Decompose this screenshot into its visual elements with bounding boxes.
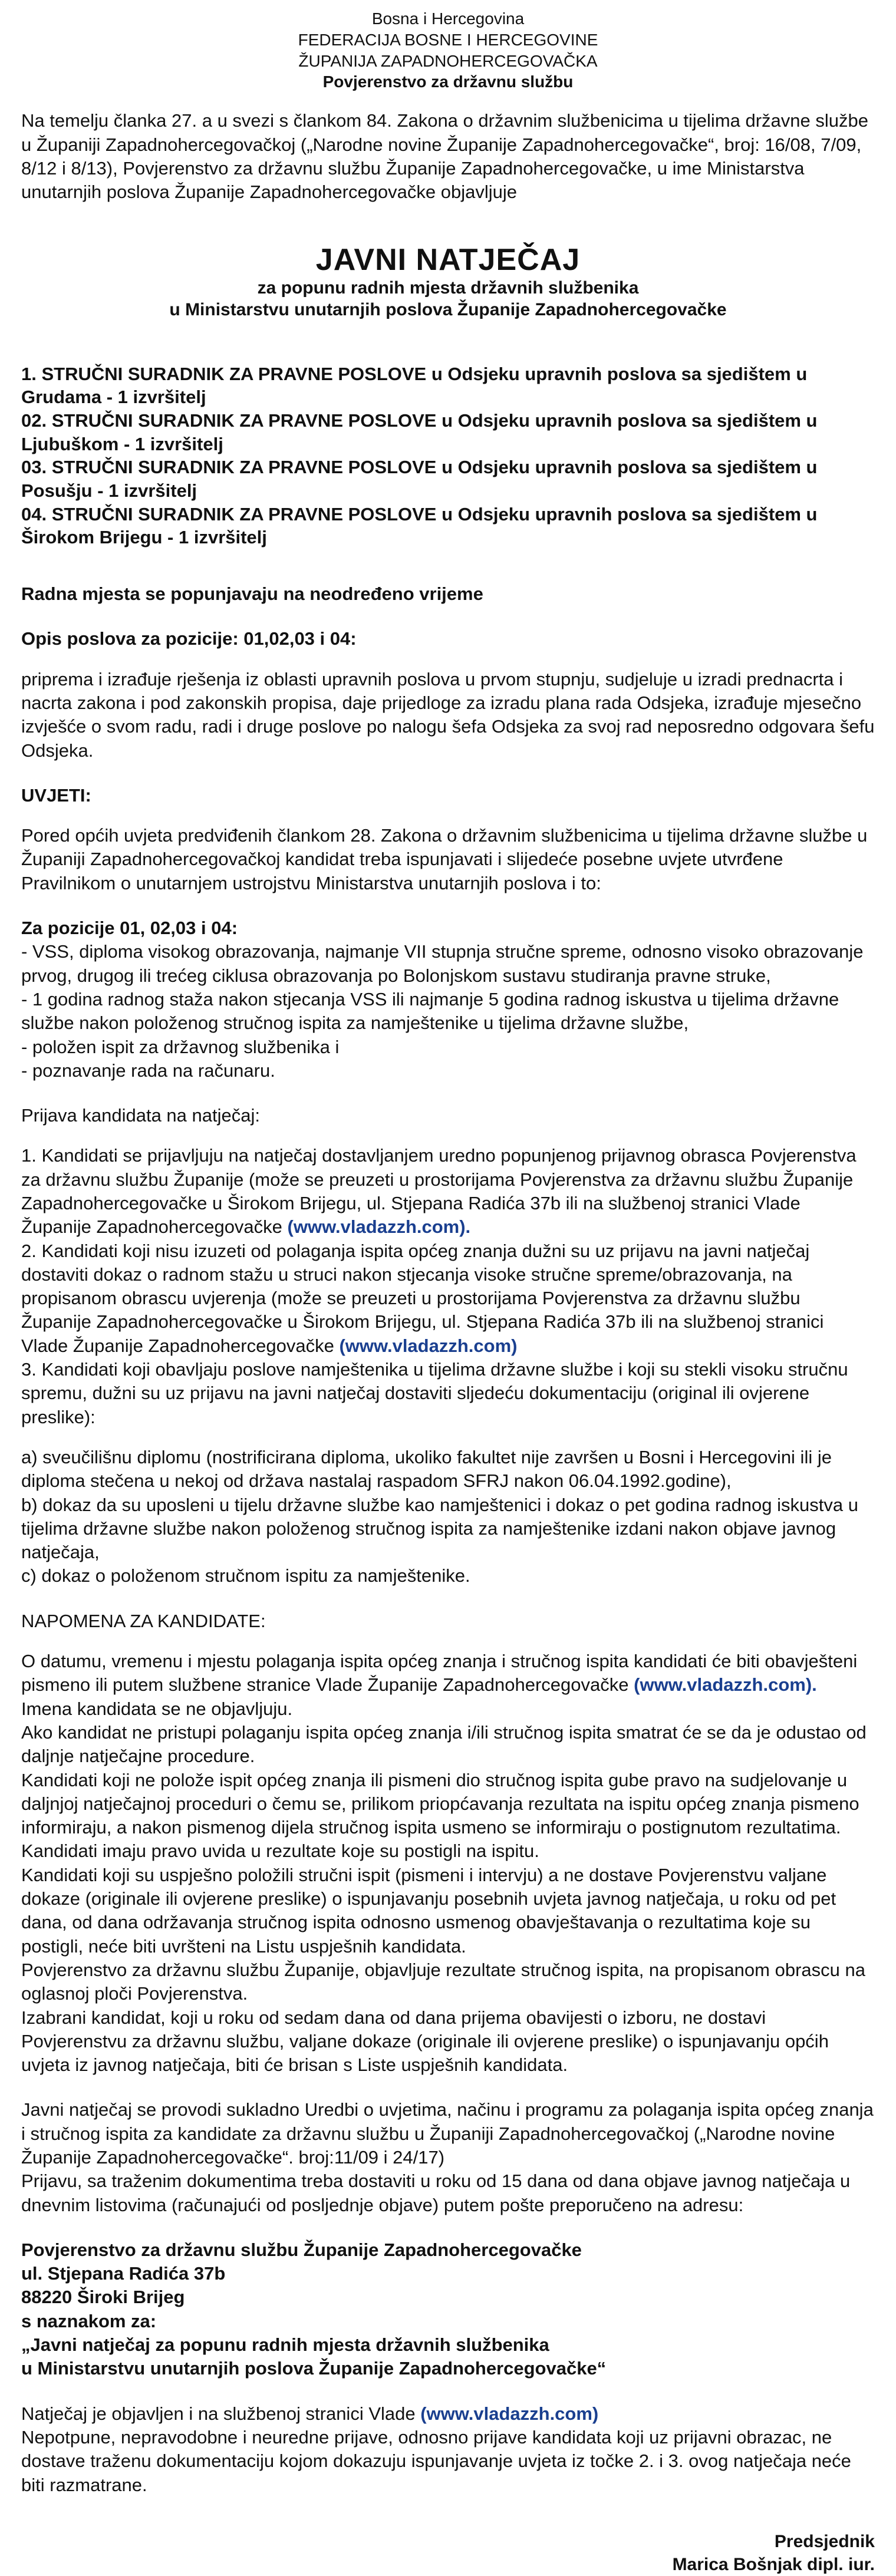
government-website-link[interactable]: (www.vladazzh.com).: [287, 1216, 471, 1238]
note-line: Izabrani kandidat, koji u roku od sedam dana od dana prijema obavijesti o izboru, ne dostavi Povjerenstvu za državnu službu, valjane dokaze (originale ili ovjerene preslike) o ispunjavanju općih uvjeta iz javnog natječaja, biti će brisan s Liste uspješnih kandidata.: [21, 2007, 829, 2076]
required-documents: [21, 1446, 875, 1588]
note-line: Ako kandidat ne pristupi polaganju ispita općeg znanja i/ili stručnog ispita smatrat će se da je odustao od daljnje natječajne procedure.: [21, 1721, 867, 1767]
header-federation: FEDERACIJA BOSNE I HERCEGOVINE: [298, 30, 598, 49]
published-note: [21, 2402, 875, 2426]
title-subtitle-2: u Ministarstvu unutarnjih poslova Županije Zapadnohercegovačke: [169, 300, 727, 320]
note-line: Imena kandidata se ne objavljuju.: [21, 1698, 293, 1719]
title-main: JAVNI NATJEČAJ: [315, 242, 581, 277]
note-exam-info-text: O datumu, vremenu i mjestu polaganja ispita općeg znanja i stručnog ispita kandidati će biti obavješteni pismeno ili putem službene stranice Vlade Županije Zapadnohercegovačke: [21, 1651, 858, 1696]
requirements-heading: Za pozicije 01, 02,03 i 04:: [21, 918, 238, 939]
government-website-link[interactable]: (www.vladazzh.com): [420, 2403, 599, 2424]
job-description-heading: Opis poslova za pozicije: 01,02,03 i 04:: [21, 628, 357, 649]
submission-text: Prijavu, sa traženim dokumentima treba dostaviti u roku od 15 dana od dana objave javnog natječaja u dnevnim listovima (računajući od posljednje objave) putem pošte preporučeno na adresu:: [21, 2171, 851, 2215]
application-steps: [21, 1144, 875, 1429]
conditions-heading: UVJETI:: [21, 784, 91, 806]
header-county: ŽUPANIJA ZAPADNOHERCEGOVAČKA: [298, 51, 598, 70]
job-description: priprema i izrađuje rješenja iz oblasti upravnih poslova u prvom stupnju, sudjeluje u izradi prednacrta i nacrta zakona i pod zakonskih propisa, daje prijedloge za izradu plana rada Odsjeka, izrađuje mjesečno izvješće o svom radu, radi i druge poslove po nalogu šefa Odsjeka za svoj rad neposredno odgovara šefu Odsjeka.: [21, 668, 875, 761]
document-item: c) dokaz o položenom stručnom ispitu za namještenike.: [21, 1565, 470, 1587]
requirements-list: [21, 940, 875, 1083]
candidate-notes: [21, 1650, 875, 2077]
positions-list: [21, 362, 875, 549]
position-item: 02. STRUČNI SURADNIK ZA PRAVNE POSLOVE u Odsjeku upravnih poslova sa sjedištem u Ljubuškom - 1 izvršitelj: [21, 410, 818, 454]
issuer-header: [21, 8, 875, 93]
address-marking-2: u Ministarstvu unutarnjih poslova Županije Zapadnohercegovačke“: [21, 2358, 607, 2379]
conditions-intro: Pored općih uvjeta predviđenih člankom 28. Zakona o državnim službenicima u tijelima državne službe u Županiji Zapadnohercegovačkoj kandidat treba ispunjavati i slijedeće posebne uvjete utvrđene Pravilnikom o unutarnjem ustrojstvu Ministarstva unutarnjih poslova i to:: [21, 825, 868, 893]
application-step-2: [21, 1239, 875, 1358]
government-website-link[interactable]: (www.vladazzh.com).: [634, 1674, 817, 1696]
application-heading: Prijava kandidata na natječaj:: [21, 1105, 260, 1126]
application-step-1-text: 1. Kandidati se prijavljuju na natječaj dostavljanjem uredno popunjenog prijavnog obrasca Povjerenstva za državnu službu Županije (može se preuzeti u prostorijama Povjerenstva za državnu službu Županije Zapadnohercegovačke u Širokom Brijegu, ul. Stjepana Radića 37b ili na službenoj stranici Vlade Županije Zapadnohercegovačke: [21, 1145, 857, 1238]
requirement-item: - VSS, diploma visokog obrazovanja, najmanje VII stupnja stručne spreme, odnosno visoko obrazovanje prvog, drugog ili trećeg ciklusa obrazovanja po Bolonjskom sustavu studiranja pravne struke,: [21, 941, 864, 986]
position-item: 1. STRUČNI SURADNIK ZA PRAVNE POSLOVE u Odsjeku upravnih poslova sa sjedištem u Grudama - 1 izvršitelj: [21, 363, 808, 408]
address-recipient: Povjerenstvo za državnu službu Županije Zapadnohercegovačke: [21, 2239, 582, 2260]
requirement-item: - 1 godina radnog staža nakon stjecanja VSS ili najmanje 5 godina radnog iskustva u tijelima državne službe nakon položenog stručnog ispita za namještenike u tijelima državne službe,: [21, 988, 839, 1034]
position-item: 03. STRUČNI SURADNIK ZA PRAVNE POSLOVE u Odsjeku upravnih poslova sa sjedištem u Posušju - 1 izvršitelj: [21, 457, 818, 502]
government-website-link[interactable]: (www.vladazzh.com): [339, 1335, 518, 1356]
application-step-2-text: 2. Kandidati koji nisu izuzeti od polaganja ispita općeg znanja dužni su uz prijavu na javni natječaj dostaviti dokaz o radnom stažu u struci nakon stjecanja visoke stručne spreme/obrazovanja, na propisanom obrascu uvjerenja (može se preuzeti u prostorijama Povjerenstva za državnu službu Županije Zapadnohercegovačke u Širokom Brijegu, ul. Stjepana Radića 37b ili na službenoj stranici Vlade Županije Zapadnohercegovačke: [21, 1240, 824, 1356]
indefinite-term: Radna mjesta se popunjavaju na neodređeno vrijeme: [21, 583, 483, 605]
header-country: Bosna i Hercegovina: [371, 9, 525, 28]
procedure-block: [21, 2098, 875, 2217]
intro-paragraph: Na temelju članka 27. a u svezi s člankom 84. Zakona o državnim službenicima u tijelima državne službe u Županiji Zapadnohercegovačkoj („Narodne novine Županije Zapadnohercegovačke“, broj: 16/08, 7/09, 8/12 i 8/13), Povjerenstvo za državnu službu Županije Zapadnohercegovačke, u ime Ministarstva unutarnjih poslova Županije Zapadnohercegovačke objavljuje: [21, 110, 869, 203]
address-marking-1: „Javni natječaj za popunu radnih mjesta državnih službenika: [21, 2334, 549, 2356]
application-step-3: 3. Kandidati koji obavljaju poslove namještenika u tijelima državne službe i koji su stekli visoku stručnu spremu, dužni su uz prijavu na javni natječaj dostaviti sljedeću dokumentaciju (original ili ovjerene preslike):: [21, 1359, 848, 1427]
incomplete-applications-note: Nepotpune, nepravodobne i neuredne prijave, odnosno prijave kandidata koji uz prijavni obrazac, ne dostave traženu dokumentaciju kojom dokazuju ispunjavanje uvjeta iz točke 2. i 3. ovog natječaja neće biti razmatrane.: [21, 2426, 851, 2495]
note-line: Povjerenstvo za državnu službu Županije, objavljuje rezultate stručnog ispita, na propisanom obrascu na oglasnoj ploči Povjerenstva.: [21, 1959, 865, 2004]
closing-block: [21, 2402, 875, 2497]
published-text: Natječaj je objavljen i na službenoj stranici Vlade: [21, 2403, 416, 2424]
note-exam-info: [21, 1650, 875, 1697]
header-commission: Povjerenstvo za državnu službu: [322, 72, 574, 91]
signature-title: Predsjednik: [774, 2531, 875, 2551]
title-subtitle-1: za popunu radnih mjesta državnih službenika: [257, 278, 639, 298]
note-line: Kandidati koji su uspješno položili stručni ispit (pismeni i intervju) a ne dostave Povjerenstvu valjane dokaze (originale ili ovjerene preslike) o ispunjavanju posebnih uvjeta javnog natječaja, u roku od pet dana, od dana održavanja stručnog ispita odnosno usmenog obavještavanja o rezultatima koje su postigli, neće biti uvršteni na Listu uspješnih kandidata.: [21, 1864, 836, 1957]
procedure-text: Javni natječaj se provodi sukladno Uredbi o uvjetima, načinu i programu za polaganja ispita općeg znanja i stručnog ispita za kandidate za državnu službu u Županiji Zapadnohercegovačkoj („Narodne novine Županije Zapadnohercegovačke“. broj:11/09 i 24/17): [21, 2099, 874, 2168]
address-street: ul. Stjepana Radića 37b: [21, 2263, 226, 2284]
signature-name: Marica Bošnjak dipl. iur.: [672, 2554, 875, 2574]
position-item: 04. STRUČNI SURADNIK ZA PRAVNE POSLOVE u Odsjeku upravnih poslova sa sjedištem u Širokom Brijegu - 1 izvršitelj: [21, 503, 818, 548]
application-step-1: [21, 1144, 875, 1239]
mailing-address: [21, 2238, 875, 2381]
notice-title: [21, 243, 875, 321]
address-city: 88220 Široki Brijeg: [21, 2287, 185, 2308]
note-heading: NAPOMENA ZA KANDIDATE:: [21, 1610, 266, 1631]
address-marking-label: s naznakom za:: [21, 2310, 157, 2331]
document-item: a) sveučilišnu diplomu (nostrificirana diploma, ukoliko fakultet nije završen u Bosni i Hercegovini ili je diploma stečena u nekoj od država nastalaj raspadom SFRJ nakon 06.04.1992.godine),: [21, 1446, 832, 1492]
requirement-item: - poznavanje rada na računaru.: [21, 1060, 275, 1081]
document-item: b) dokaz da su uposleni u tijelu državne službe kao namještenici i dokaz o pet godina radnog iskustva u tijelima državne službe nakon položenog stručnog ispita za namještenike izdani nakon objave javnog natječaja,: [21, 1494, 858, 1563]
signature-block: [21, 2530, 875, 2576]
note-line: Kandidati koji ne polože ispit općeg znanja ili pismeni dio stručnog ispita gube pravo na sudjelovanje u daljnjoj natječajnoj proceduri o čemu se, prilikom priopćavanja rezultata na ispitu općeg znanja pismeno informiraju, a nakon pismenog dijela stručnog ispita usmeno se informiraju o postignutom rezultatima. Kandidati imaju pravo uvida u rezultate koje su postigli na ispitu.: [21, 1769, 859, 1862]
requirement-item: - položen ispit za državnog službenika i: [21, 1036, 340, 1057]
